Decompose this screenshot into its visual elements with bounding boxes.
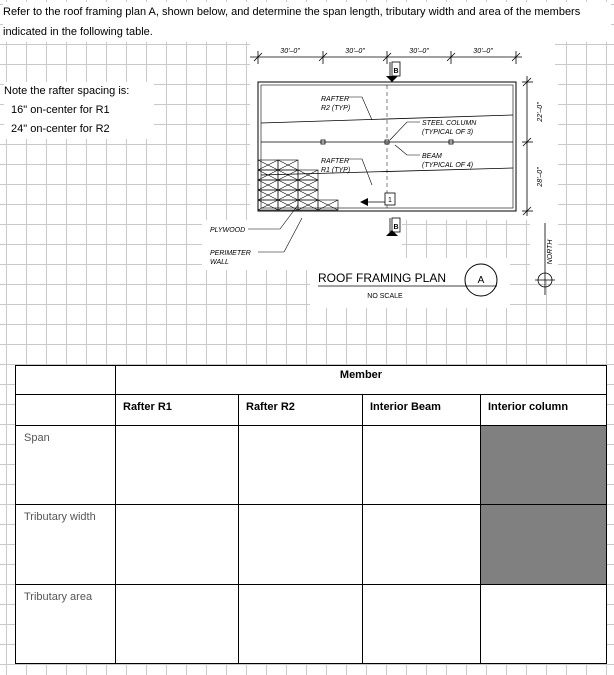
table-corner-cell [16,366,116,395]
detail-marker-label: 1 [388,197,392,204]
col-header-rafter-r2: Rafter R2 [239,395,363,426]
row-label-tributary-width: Tributary width [16,505,116,585]
instructions-text: Refer to the roof framing plan A, shown below, and determine the span length, tributary width and area of the members indicated in the following table. [3,2,611,42]
note-r1-spacing: 16" on-center for R1 [11,104,110,116]
member-header: Member [116,366,607,395]
notes-heading: Note the rafter spacing is: [4,85,130,97]
cell-area-rafter-r2[interactable] [239,585,363,664]
cell-width-rafter-r1[interactable] [116,505,239,585]
cell-area-rafter-r1[interactable] [116,585,239,664]
dim-right-2: 28'–0" [537,167,544,187]
dim-top-1: 30'–0" [280,48,300,55]
col-header-interior-beam: Interior Beam [363,395,481,426]
plan-title: ROOF FRAMING PLAN [318,271,447,285]
steel-column-label-1: STEEL COLUMN [422,120,477,127]
cell-area-interior-column[interactable] [481,585,607,664]
rafter-r1-label-1: RAFTER [321,158,349,165]
plywood-label: PLYWOOD [210,227,246,234]
rafter-r2-label-1: RAFTER [321,96,349,103]
roof-framing-plan [200,40,560,308]
cell-span-interior-beam[interactable] [363,426,481,505]
cell-span-interior-column-shaded [481,426,607,505]
dim-top-2: 30'–0" [345,48,365,55]
north-label: NORTH [547,239,554,265]
note-r2-spacing: 24" on-center for R2 [11,123,110,135]
rafter-r2-label-2: R2 (TYP) [321,105,351,112]
member-table [15,365,607,664]
beam-label-1: BEAM [422,153,442,160]
row-label-tributary-area: Tributary area [16,585,116,664]
row-label-span: Span [16,426,116,505]
beam-label-2: (TYPICAL OF 4) [422,162,474,169]
rafter-spacing-notes [4,82,154,139]
rafter-r1-label-2: R1 (TYP) [321,167,351,174]
cell-width-interior-beam[interactable] [363,505,481,585]
dim-right-1: 22'–0" [537,102,544,122]
cell-span-rafter-r1[interactable] [116,426,239,505]
cell-span-rafter-r2[interactable] [239,426,363,505]
plan-scale: NO SCALE [367,293,403,300]
perimeter-wall-label-2: WALL [210,259,229,266]
cell-width-rafter-r2[interactable] [239,505,363,585]
perimeter-wall-label-1: PERIMETER [210,250,251,257]
plan-title-marker-label: A [477,275,485,286]
col-header-interior-column: Interior column [481,395,607,426]
section-label-top: B [393,68,399,75]
section-label-bottom: B [393,224,399,231]
cell-width-interior-column-shaded [481,505,607,585]
col-header-rafter-r1: Rafter R1 [116,395,239,426]
table-corner-cell-2 [16,395,116,426]
table-row [16,585,607,664]
table-row [16,426,607,505]
steel-column-label-2: (TYPICAL OF 3) [422,129,474,136]
cell-area-interior-beam[interactable] [363,585,481,664]
dim-top-4: 30'–0" [473,48,493,55]
table-row [16,505,607,585]
dim-top-3: 30'–0" [409,48,429,55]
